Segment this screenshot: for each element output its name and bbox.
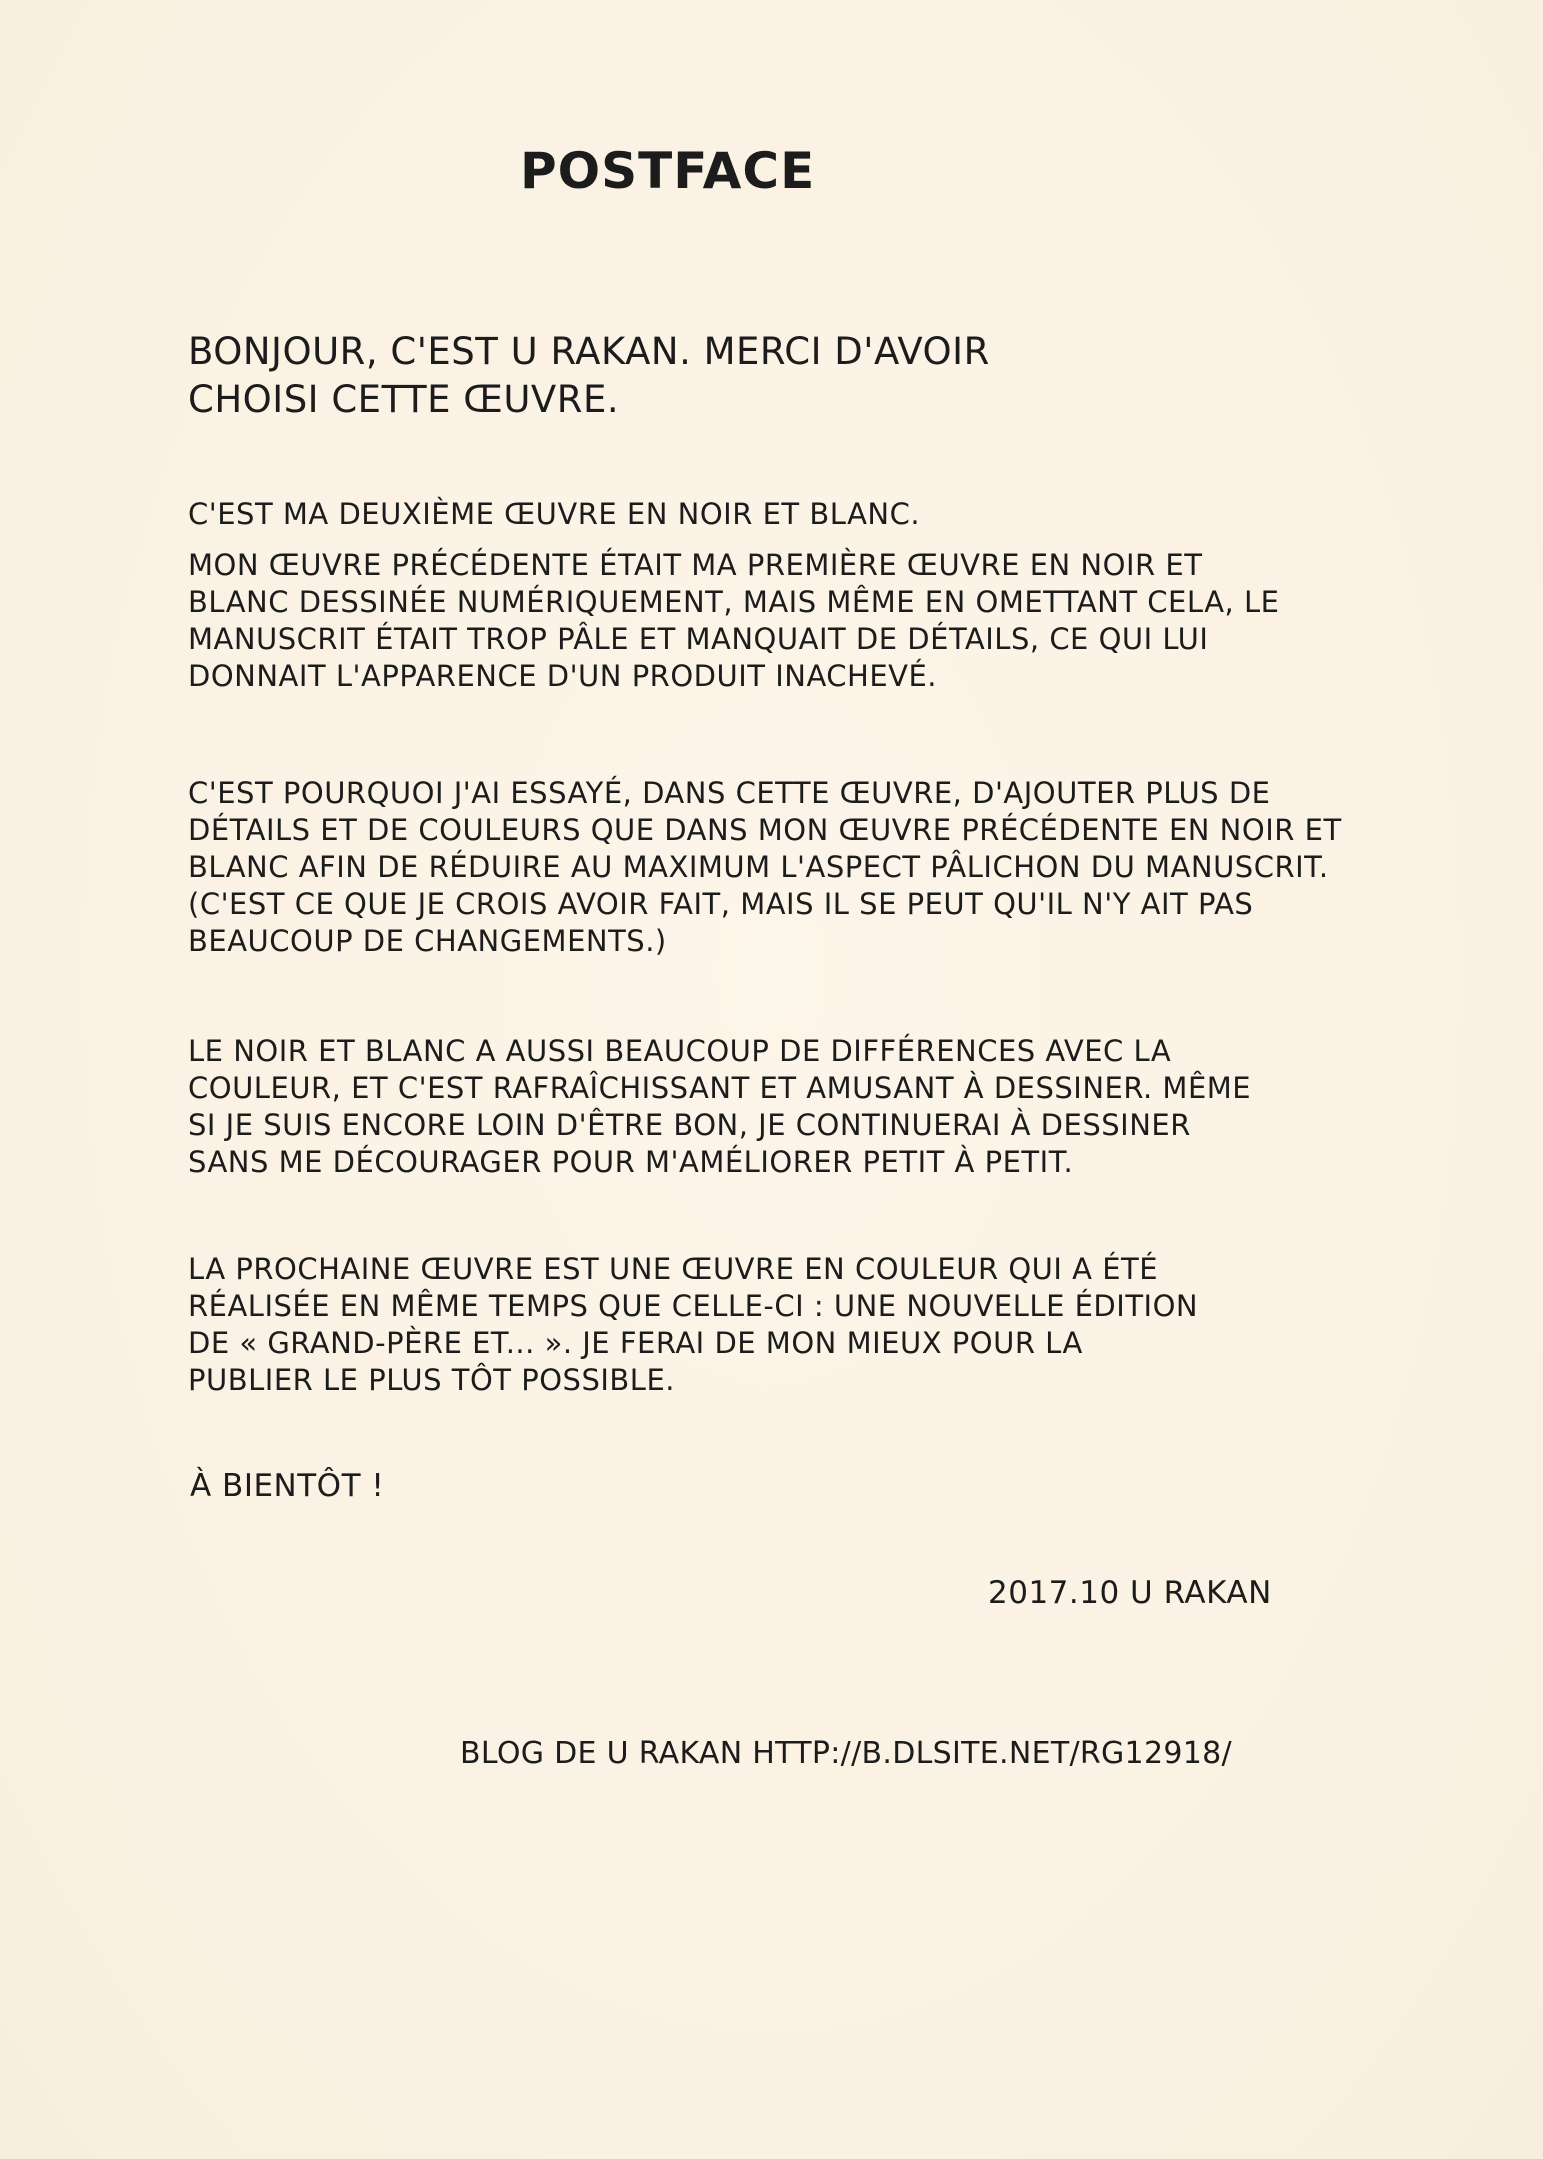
paragraph-1: C'EST MA DEUXIÈME ŒUVRE EN NOIR ET BLANC.: [188, 497, 921, 531]
page-title: POSTFACE: [520, 142, 816, 200]
paragraph-4: LE NOIR ET BLANC A AUSSI BEAUCOUP DE DIFFÉRENCES AVEC LA COULEUR, ET C'EST RAFRAÎCHISSANT ET AMUSANT À DESSINER. MÊME SI JE SUIS ENCORE LOIN D'ÊTRE BON, JE CONTINUERAI À DESSINER SANS ME DÉCOURAGER POUR M'AMÉLIORER PETIT À PETIT.: [188, 1034, 1252, 1179]
blog-link-text: BLOG DE U RAKAN HTTP://B.DLSITE.NET/RG12918/: [460, 1736, 1232, 1771]
signature: 2017.10 U RAKAN: [988, 1575, 1272, 1611]
paragraph-3: C'EST POURQUOI J'AI ESSAYÉ, DANS CETTE ŒUVRE, D'AJOUTER PLUS DE DÉTAILS ET DE COULEURS QUE DANS MON ŒUVRE PRÉCÉDENTE EN NOIR ET BLANC AFIN DE RÉDUIRE AU MAXIMUM L'ASPECT PÂLICHON DU MANUSCRIT. (C'EST CE QUE JE CROIS AVOIR FAIT, MAIS IL SE PEUT QU'IL N'Y AIT PAS BEAUCOUP DE CHANGEMENTS.): [188, 776, 1342, 958]
closing-line: À BIENTÔT !: [190, 1468, 385, 1504]
paragraph-5: LA PROCHAINE ŒUVRE EST UNE ŒUVRE EN COULEUR QUI A ÉTÉ RÉALISÉE EN MÊME TEMPS QUE CELLE-CI : UNE NOUVELLE ÉDITION DE « GRAND-PÈRE ET... ». JE FERAI DE MON MIEUX POUR LA PUBLIER LE PLUS TÔT POSSIBLE.: [188, 1252, 1199, 1397]
paragraph-2: MON ŒUVRE PRÉCÉDENTE ÉTAIT MA PREMIÈRE ŒUVRE EN NOIR ET BLANC DESSINÉE NUMÉRIQUEMENT, MAIS MÊME EN OMETTANT CELA, LE MANUSCRIT ÉTAIT TROP PÂLE ET MANQUAIT DE DÉTAILS, CE QUI LUI DONNAIT L'APPARENCE D'UN PRODUIT INACHEVÉ.: [188, 548, 1280, 693]
intro-paragraph: BONJOUR, C'EST U RAKAN. MERCI D'AVOIR CHOISI CETTE ŒUVRE.: [188, 330, 990, 421]
